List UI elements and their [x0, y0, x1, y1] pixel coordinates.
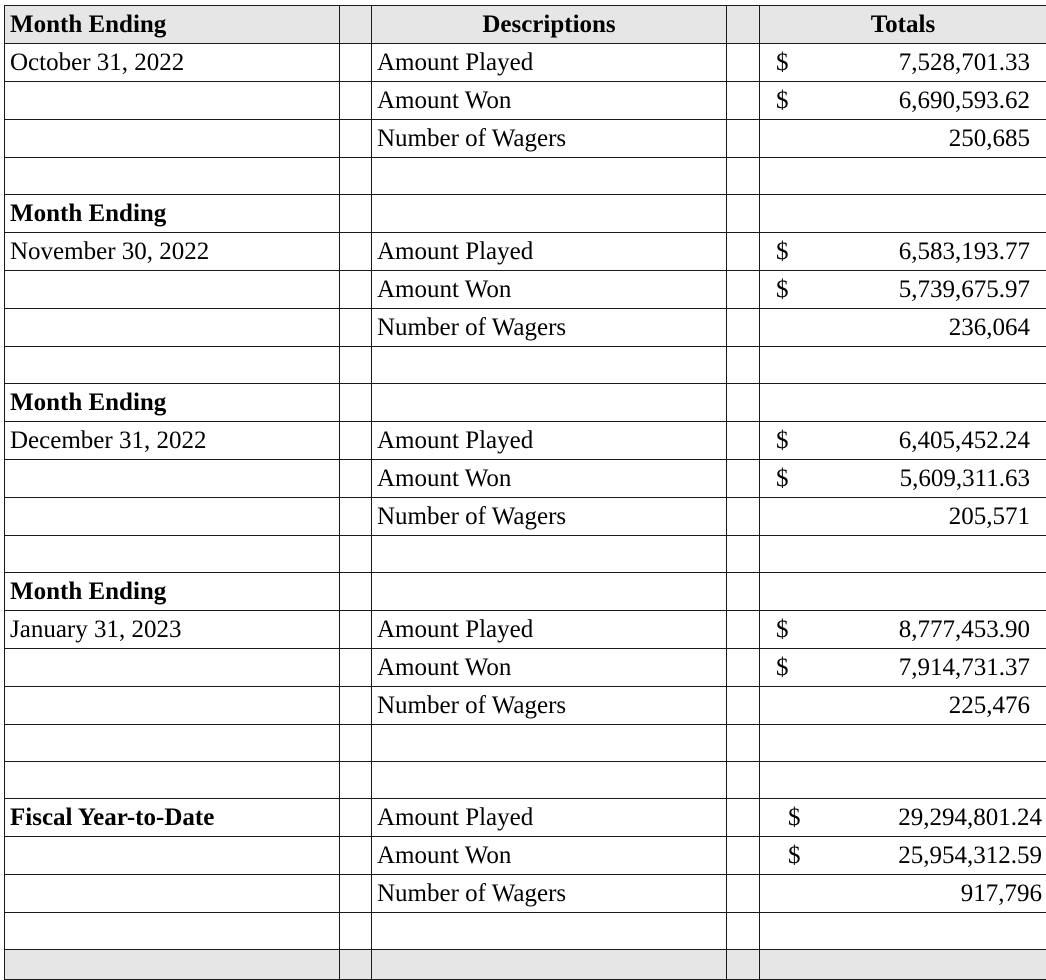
desc-amount-won: Amount Won — [372, 271, 727, 309]
amount-played-value: 6,405,452.24 — [899, 422, 1030, 459]
table-row — [5, 573, 1046, 611]
desc-number-of-wagers: Number of Wagers — [372, 687, 727, 725]
total-cell — [760, 120, 1046, 158]
currency-symbol: $ — [776, 649, 789, 686]
currency-symbol: $ — [788, 799, 801, 836]
footer-row — [5, 950, 1046, 980]
amount-won-value: 6,690,593.62 — [899, 82, 1030, 119]
wagers-value: 236,064 — [949, 309, 1030, 346]
wagers-table — [4, 5, 1046, 980]
currency-symbol: $ — [776, 422, 789, 459]
total-cell — [760, 687, 1046, 725]
desc-amount-played: Amount Played — [372, 422, 727, 460]
wagers-value: 250,685 — [949, 120, 1030, 157]
total-cell — [760, 422, 1046, 460]
table-row — [5, 120, 1046, 158]
amount-played-value: 29,294,801.24 — [898, 799, 1042, 836]
currency-symbol: $ — [776, 82, 789, 119]
desc-amount-played: Amount Played — [372, 44, 727, 82]
wagers-value: 917,796 — [961, 875, 1042, 912]
desc-number-of-wagers: Number of Wagers — [372, 875, 727, 913]
month-date: October 31, 2022 — [5, 44, 340, 82]
total-cell — [760, 271, 1046, 309]
table-row — [5, 649, 1046, 687]
month-ending-label: Month Ending — [5, 384, 340, 422]
desc-amount-won: Amount Won — [372, 649, 727, 687]
blank-row — [5, 725, 1046, 762]
total-cell — [760, 460, 1046, 498]
header-totals: Totals — [760, 6, 1046, 44]
desc-amount-played: Amount Played — [372, 799, 727, 837]
table-row — [5, 271, 1046, 309]
table-row — [5, 498, 1046, 536]
month-ending-label: Month Ending — [5, 573, 340, 611]
table-row — [5, 195, 1046, 233]
header-month-ending: Month Ending — [5, 6, 340, 44]
table-row — [5, 309, 1046, 347]
fiscal-ytd-label: Fiscal Year-to-Date — [5, 799, 340, 837]
desc-number-of-wagers: Number of Wagers — [372, 309, 727, 347]
currency-symbol: $ — [776, 44, 789, 81]
currency-symbol: $ — [776, 611, 789, 648]
amount-played-value: 8,777,453.90 — [899, 611, 1030, 648]
header-descriptions: Descriptions — [372, 6, 727, 44]
desc-number-of-wagers: Number of Wagers — [372, 498, 727, 536]
total-cell — [760, 649, 1046, 687]
wagers-value: 225,476 — [949, 687, 1030, 724]
currency-symbol: $ — [788, 837, 801, 874]
total-cell — [760, 44, 1046, 82]
table-row — [5, 44, 1046, 82]
table-row — [5, 422, 1046, 460]
desc-amount-played: Amount Played — [372, 233, 727, 271]
table-row — [5, 687, 1046, 725]
table-row — [5, 611, 1046, 649]
month-ending-label: Month Ending — [5, 195, 340, 233]
amount-won-value: 5,609,311.63 — [900, 460, 1030, 497]
total-cell — [760, 309, 1046, 347]
total-cell — [760, 799, 1046, 837]
table-row — [5, 875, 1046, 913]
amount-won-value: 7,914,731.37 — [899, 649, 1030, 686]
amount-won-value: 25,954,312.59 — [898, 837, 1042, 874]
month-date: December 31, 2022 — [5, 422, 340, 460]
blank-row — [5, 158, 1046, 195]
blank-row — [5, 536, 1046, 573]
total-cell — [760, 82, 1046, 120]
wagers-value: 205,571 — [949, 498, 1030, 535]
month-date: January 31, 2023 — [5, 611, 340, 649]
total-cell — [760, 233, 1046, 271]
desc-amount-won: Amount Won — [372, 82, 727, 120]
table-row — [5, 82, 1046, 120]
month-date: November 30, 2022 — [5, 233, 340, 271]
total-cell — [760, 498, 1046, 536]
table-row — [5, 460, 1046, 498]
spacer-cell — [340, 6, 372, 44]
currency-symbol: $ — [776, 460, 789, 497]
spacer-cell — [727, 6, 760, 44]
total-cell — [760, 837, 1046, 875]
blank-row — [5, 762, 1046, 799]
table-row — [5, 837, 1046, 875]
table-row — [5, 233, 1046, 271]
blank-row — [5, 913, 1046, 950]
amount-played-value: 6,583,193.77 — [899, 233, 1030, 270]
table-row — [5, 384, 1046, 422]
currency-symbol: $ — [776, 233, 789, 270]
amount-played-value: 7,528,701.33 — [899, 44, 1030, 81]
desc-amount-won: Amount Won — [372, 837, 727, 875]
amount-won-value: 5,739,675.97 — [899, 271, 1030, 308]
desc-number-of-wagers: Number of Wagers — [372, 120, 727, 158]
total-cell — [760, 875, 1046, 913]
desc-amount-played: Amount Played — [372, 611, 727, 649]
blank-row — [5, 347, 1046, 384]
currency-symbol: $ — [776, 271, 789, 308]
header-row — [5, 6, 1046, 44]
desc-amount-won: Amount Won — [372, 460, 727, 498]
table-row — [5, 799, 1046, 837]
total-cell — [760, 611, 1046, 649]
